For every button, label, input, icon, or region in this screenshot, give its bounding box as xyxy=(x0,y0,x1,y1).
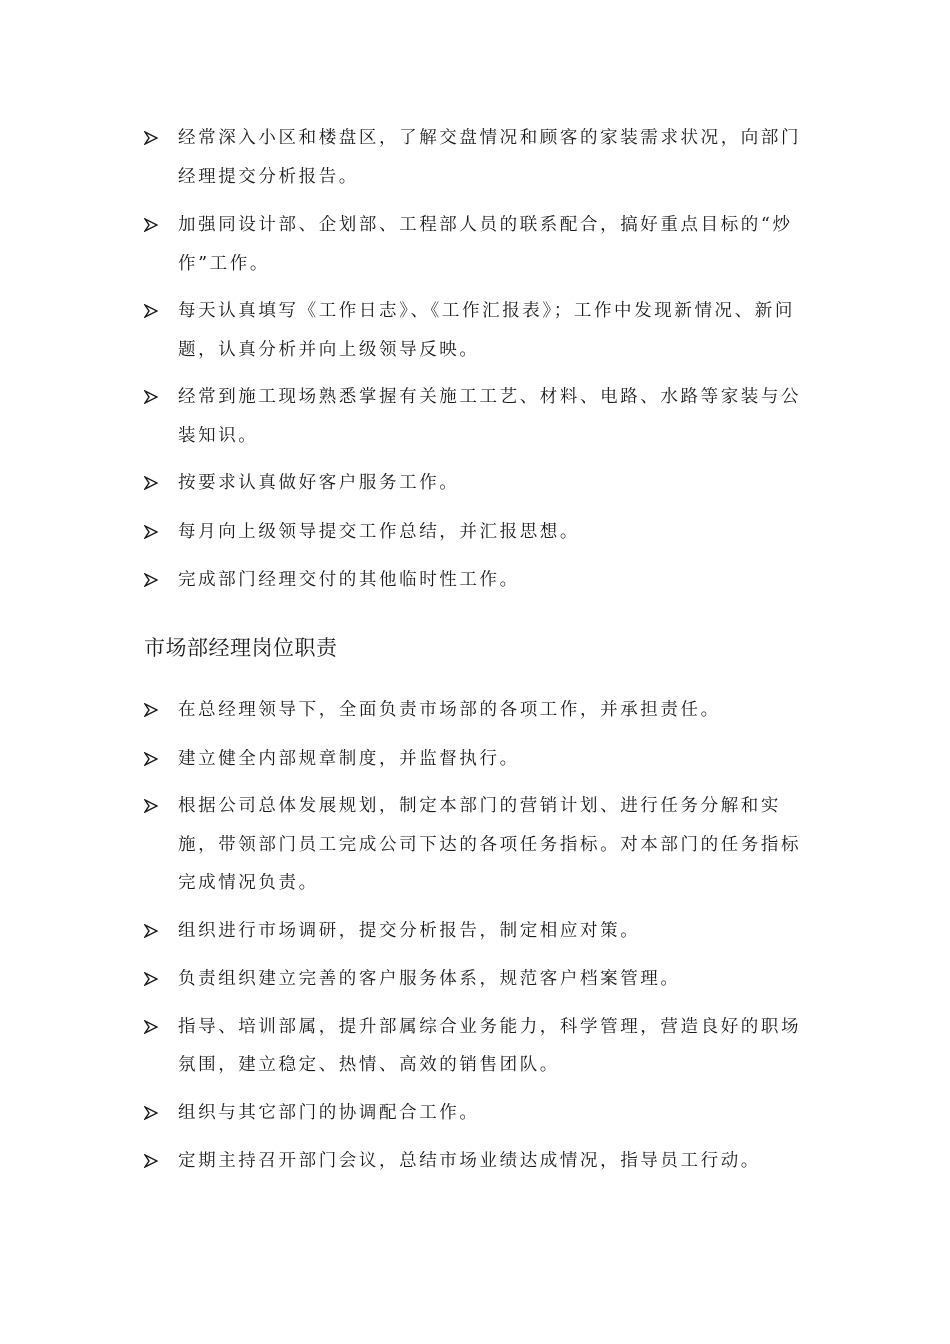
list-item-text: 每天认真填写《工作日志》、《工作汇报表》；工作中发现新情况、新问题，认真分析并向上级领导反映。 xyxy=(178,301,795,360)
arrow-bullet-icon xyxy=(144,1142,162,1181)
list-item xyxy=(0,740,950,779)
list-item xyxy=(0,513,950,552)
list-item xyxy=(0,912,950,951)
arrow-bullet-icon xyxy=(144,1008,162,1047)
list-item xyxy=(0,1008,950,1085)
list-item xyxy=(0,119,950,196)
arrow-bullet-icon xyxy=(144,787,162,826)
list-item-text: 指导、培训部属，提升部属综合业务能力，科学管理，营造良好的职场氛围，建立稳定、热情、高效的销售团队。 xyxy=(178,1016,802,1075)
list-item-text: 按要求认真做好客户服务工作。 xyxy=(178,473,460,493)
duties-list-1 xyxy=(0,119,950,600)
arrow-bullet-icon xyxy=(144,292,162,331)
arrow-bullet-icon xyxy=(144,206,162,245)
list-item-text: 每月向上级领导提交工作总结，并汇报思想。 xyxy=(178,521,580,542)
arrow-bullet-icon xyxy=(144,513,162,552)
list-item-text: 建立健全内部规章制度，并监督执行。 xyxy=(178,748,520,769)
list-item xyxy=(0,378,950,455)
list-item-text: 定期主持召开部门会议，总结市场业绩达成情况，指导员工行动。 xyxy=(178,1151,761,1171)
arrow-bullet-icon xyxy=(144,119,162,158)
arrow-bullet-icon xyxy=(144,740,162,779)
list-item xyxy=(0,787,950,903)
list-item xyxy=(0,691,950,730)
list-item-text: 负责组织建立完善的客户服务体系，规范客户档案管理。 xyxy=(178,969,681,989)
list-item xyxy=(0,561,950,600)
list-item-text: 完成部门经理交付的其他临时性工作。 xyxy=(178,570,520,590)
list-item xyxy=(0,292,950,369)
list-item xyxy=(0,464,950,503)
list-item-text: 组织与其它部门的协调配合工作。 xyxy=(178,1102,480,1123)
arrow-bullet-icon xyxy=(144,561,162,600)
duties-list-2 xyxy=(0,691,950,1181)
arrow-bullet-icon xyxy=(144,912,162,951)
list-item xyxy=(0,960,950,999)
list-item-text: 加强同设计部、企划部、工程部人员的联系配合，搞好重点目标的“炒作”工作。 xyxy=(178,215,793,274)
list-item xyxy=(0,1094,950,1133)
arrow-bullet-icon xyxy=(144,464,162,503)
list-item xyxy=(0,206,950,283)
arrow-bullet-icon xyxy=(144,378,162,417)
list-item-text: 经常深入小区和楼盘区，了解交盘情况和顾客的家装需求状况，向部门经理提交分析报告。 xyxy=(178,128,802,187)
list-item-text: 在总经理领导下，全面负责市场部的各项工作，并承担责任。 xyxy=(178,700,721,720)
arrow-bullet-icon xyxy=(144,1094,162,1133)
list-item-text: 经常到施工现场熟悉掌握有关施工工艺、材料、电路、水路等家装与公装知识。 xyxy=(178,387,802,446)
list-item-text: 组织进行市场调研，提交分析报告，制定相应对策。 xyxy=(178,920,641,941)
arrow-bullet-icon xyxy=(144,691,162,730)
section-heading: 市场部经理岗位职责 xyxy=(144,636,338,660)
arrow-bullet-icon xyxy=(144,960,162,999)
list-item xyxy=(0,1142,950,1181)
list-item-text: 根据公司总体发展规划，制定本部门的营销计划、进行任务分解和实施，带领部门员工完成公司下达的各项任务指标。对本部门的任务指标完成情况负责。 xyxy=(178,796,802,893)
